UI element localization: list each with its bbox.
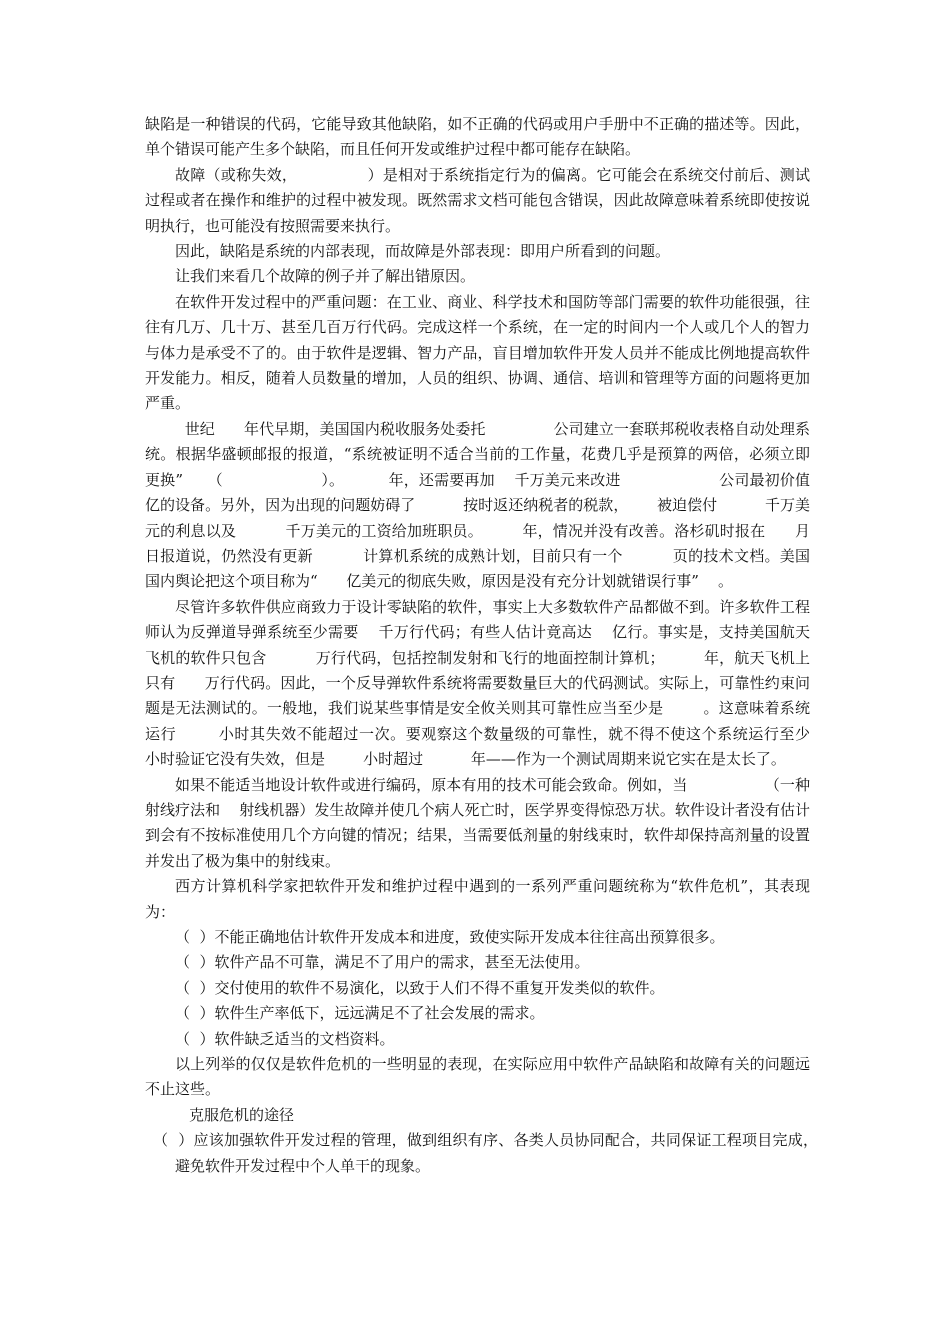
- list-item-crisis-1: （ ）不能正确地估计软件开发成本和进度，致使实际开发成本往往高出预算很多。: [175, 928, 725, 946]
- paragraph-examples-intro: 让我们来看几个故障的例子并了解出错原因。: [175, 267, 476, 286]
- paragraph-defect-definition: 缺陷是一种错误的代码，它能导致其他缺陷，如不正确的代码或用户手册中不正确的描述等。因此，单个错误可能产生多个缺陷，而且任何开发或维护过程中都可能存在缺陷。: [145, 115, 810, 159]
- list-item-crisis-2: （ ）软件产品不可靠，满足不了用户的需求，甚至无法使用。: [175, 953, 590, 972]
- document-page: [145, 112, 858, 1179]
- paragraph-serious-problems: 在软件开发过程中的严重问题：在工业、商业、科学技术和国防等部门需要的软件功能很强，往往有几万、几十万、甚至几百万行代码。完成这样一个系统，在一定的时间内一个人或几个人的智力与体力是承受不了的。由于软件是逻辑、智力产品，盲目增加软件开发人员并不能成比例地提高软件开发能力。相反，随着人员数量的增加，人员的组织、协调、通信、培训和管理等方面的问题将更加严重。: [145, 292, 810, 413]
- paragraph-radiation-case: 如果不能适当地设计软件或进行编码，原本有用的技术可能会致命。例如，当 （一种射线疗法和 射线机器）发生故障并使几个病人死亡时，医学界变得惊恐万状。软件设计者没有估计到会有不按标准使用几个方向键的情况；结果，当需要低剂量的射线束时，软件却保持高剂量的设置并发出了极为集中的射线束。: [145, 775, 810, 870]
- paragraph-software-crisis: 西方计算机科学家把软件开发和维护过程中遇到的一系列严重问题统称为“软件危机”，其表现为：: [145, 877, 810, 921]
- list-item-crisis-3: （ ）交付使用的软件不易演化，以致于人们不得不重复开发类似的软件。: [175, 978, 665, 997]
- paragraph-failure-definition: 故障（或称失效， ）是相对于系统指定行为的偏离。它可能会在系统交付前后、测试过程或者在操作和维护的过程中被发现。既然需求文档可能包含错误，因此故障意味着系统即使按说明执行，也可能没有按照需要来执行。: [145, 165, 810, 235]
- list-item-solution-1: （ ）应该加强软件开发过程的管理，做到组织有序、各类人员协同配合，共同保证工程项目完成，避免软件开发过程中个人单干的现象。: [153, 1131, 818, 1175]
- section-heading-overcome-crisis: 克服危机的途径: [189, 1105, 295, 1124]
- paragraph-zero-defect: 尽管许多软件供应商致力于设计零缺陷的软件，事实上大多数软件产品都做不到。许多软件工程师认为反弹道导弹系统至少需要 千万行代码；有些人估计竟高达 亿行。事实是，支持美国航天飞机的软件只包含 万行代码，包括控制发射和飞行的地面控制计算机； 年，航天飞机上只有 万行代码。因此，一个反导弹软件系统将需要数量巨大的代码测试。实际上，可靠性约束问题是无法测试的。一般地，我们说某些事情是安全攸关则其可靠性应当至少是 。这意味着系统运行 小时其失效不能超过一次。要观察这个数量级的可靠性，就不得不使这个系统运行至少 小时验证它没有失效，但是 小时超过 年——作为一个测试周期来说它实在是太长了。: [145, 597, 849, 769]
- list-item-crisis-4: （ ）软件生产率低下，远远满足不了社会发展的需求。: [175, 1004, 545, 1023]
- list-item-crisis-5: （ ）软件缺乏适当的文档资料。: [175, 1029, 395, 1048]
- paragraph-internal-external: 因此，缺陷是系统的内部表现，而故障是外部表现：即用户所看到的问题。: [175, 242, 671, 261]
- paragraph-crisis-summary: 以上列举的仅仅是软件危机的一些明显的表现，在实际应用中软件产品缺陷和故障有关的问题远不止这些。: [145, 1055, 810, 1099]
- paragraph-irs-case: 世纪 年代早期，美国国内税收服务处委托 公司建立一套联邦税收表格自动处理系统。根据华盛顿邮报的报道，“系统被证明不适合当前的工作量，花费几乎是预算的两倍，必须立即更换” （ ）。 年，还需要再加 千万美元来改进 公司最初价值 亿的设备。另外，因为出现的问题妨碍了 按时返还纳税者的税款， 被迫偿付 千万美元的利息以及 千万美元的工资给加班职员。 年，情况并没有改善。洛杉矶时报在 月 日报道说，仍然没有更新 计算机系统的成熟计划，目前只有一个 页的技术文档。美国国内舆论把这个项目称为“ 亿美元的彻底失败，原因是没有充分计划就错误行事” 。: [145, 419, 858, 591]
